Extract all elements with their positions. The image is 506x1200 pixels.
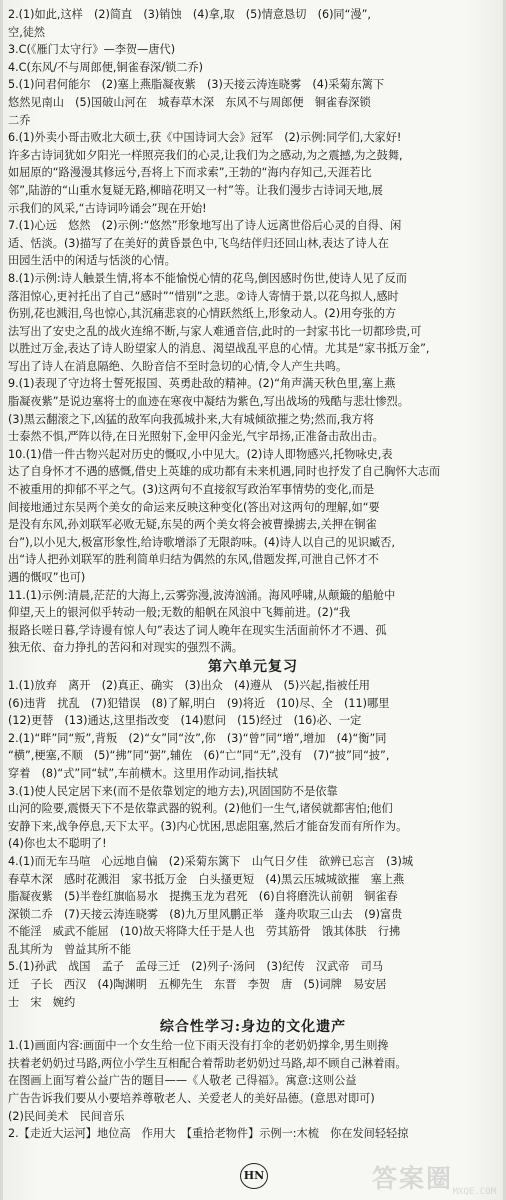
answer-line: 1.(1)画面内容:画面中一个女生给一位下雨天没有打伞的老奶奶撑伞,男生则搀 xyxy=(8,1039,389,1053)
watermark-url: MXQE.COM xyxy=(452,1187,496,1197)
answer-line: 悠然见南山 (5)国破山河在 城春草木深 东风不与周郎便 铜雀春深锁 xyxy=(8,95,371,109)
answer-line: 迁 子长 西汉 (4)陶渊明 五柳先生 东晋 李贺 唐 (5)词牌 易安居 xyxy=(8,978,387,992)
answer-line: 空,徒然 xyxy=(8,25,46,39)
answer-line: 台”),以小见大,极富形象性,给诗歌增添了无限韵味。(4)诗人以自己的见识臧否, xyxy=(8,535,396,549)
answer-line: 4.C(东风/不与周郎便,铜雀春深/锁二乔) xyxy=(8,60,203,74)
answer-line: 脂凝夜紫”是说边塞将士的血迹在寒夜中凝结为紫色,写出战场的残酷与悲壮惨烈。 xyxy=(8,395,409,409)
answer-line: 示我们的风采,“古诗词吟诵会”现在开始! xyxy=(8,201,207,215)
answers-section-poetry xyxy=(8,6,498,657)
answer-line: 5.(1)孙武 战国 孟子 孟母三迁 (2)列子·汤问 (3)纪传 汉武帝 司马 xyxy=(8,960,384,974)
answer-line: 春草木深 感时花溅泪 家书抵万金 白头搔更短 (4)黑云压城城欲摧 塞上燕 xyxy=(8,872,405,886)
hn-badge: HN xyxy=(240,1163,268,1189)
answer-line: 士 宋 婉约 xyxy=(8,995,76,1009)
answer-line: 7.(1)心远 悠然 (2)示例:“悠然”形象地写出了诗人远离世俗后心灵的自得、闲 xyxy=(8,219,402,233)
answer-line: 许多古诗词犹如夕阳光一样照亮我们的心灵,让我们为之感动,为之震撼,为之鼓舞, xyxy=(8,148,403,162)
answer-line: 邻”,陆游的“山重水复疑无路,柳暗花明又一村”等。让我们漫步古诗词天地,展 xyxy=(8,183,383,197)
answer-line: 落泪惊心,更衬托出了自己“感时”“惜别”之悲。②诗人寄情于景,以花鸟拟人,感时 xyxy=(8,289,399,303)
answer-line: 穿着 (8)“式”同“轼”,车前横木。这里用作动词,指扶轼 xyxy=(8,766,278,780)
answer-line: 10.(1)借一件古物兴起对历史的慨叹,小中见大。(2)诗人即物感兴,托物咏史,表 xyxy=(8,447,393,461)
answer-line: 6.(1)外卖小哥击败北大硕士,获《中国诗词大会》冠军 (2)示例:同学们,大家好! xyxy=(8,131,402,145)
unit-six-review-heading: 第六单元复习 xyxy=(208,658,298,675)
answer-line: 深锁二乔 (7)天接云涛连晓雾 (8)九万里风鹏正举 蓬舟吹取三山去 (9)富贵 xyxy=(8,907,403,921)
answer-line: 遇的慨叹”也可) xyxy=(8,571,86,584)
answer-line: 乱其所为 曾益其所不能 xyxy=(8,942,132,956)
answer-line: 写出了诗人在消息隔绝、久盼音信不至时急切的心情,令人产生共鸣。 xyxy=(8,359,348,373)
answer-line: 3.(1)使人民定居下来(而不是依靠划定的地方去),巩固国防不是依靠 xyxy=(8,784,338,798)
answer-line: 出“诗人把孙刘联军的胜利简单归结为偶然的东风,借题发挥,可泄自己怀才不 xyxy=(8,553,379,567)
answer-line: “横”,梗塞,不顺 (5)“拂”同“弼”,辅佐 (6)“亡”同“无”,没有 (7)“披”同“披”, xyxy=(8,749,390,763)
left-page-edge xyxy=(0,0,3,1200)
watermark-text: 答案圈 xyxy=(372,1164,454,1193)
answer-line: 报路长嗟日暮,学诗谩有惊人句”表达了词人晚年在现实生活面前怀才不遇、孤 xyxy=(8,623,387,637)
cultural-heritage-heading: 综合性学习:身边的文化遗产 xyxy=(159,1019,347,1036)
watermark-logo xyxy=(372,1159,502,1195)
answer-line: 安静下来,战争停息,天下太平。(3)内心忧困,思虑阻塞,然后才能奋发而有所作为。 xyxy=(8,819,408,833)
answer-line: 法写出了安史之乱的战火连绵不断,与家人难通音信,此时的一封家书比一切都珍贵,可 xyxy=(8,324,422,338)
answer-line: 3.C(《雁门太守行》—李贺—唐代) xyxy=(8,43,176,57)
answer-line: 如屈原的“路漫漫其修远兮,吾将上下而求索”,王勃的“海内存知己,天涯若比 xyxy=(8,166,372,180)
answer-line: (12)更替 (13)通达,这里指改变 (14)慰问 (15)经过 (16)必、一定 xyxy=(8,714,362,728)
answer-line: 5.(1)问君何能尔 (2)塞上燕脂凝夜紫 (3)天接云涛连晓雾 (4)采菊东篱下 xyxy=(8,78,385,92)
answer-line: 2.(1)“畔”同“叛”,背叛 (2)“女”同“汝”,你 (3)“曾”同“增”,增加 (4)“衡”同 xyxy=(8,731,387,745)
answer-line: (2)民间美术 民间音乐 xyxy=(8,1109,125,1123)
answer-line: 不能淫 威武不能屈 (10)故天将降大任于是人也 劳其筋骨 饿其体肤 行拂 xyxy=(8,925,401,939)
answer-line: 是没有东风,孙刘联军必败无疑,东吴的两个美女将会被曹操掳去,关押在铜雀 xyxy=(8,518,377,532)
answer-line: 达了自身怀才不遇的感慨,借史上英雄的成功都有未来机遇,同时也抒发了自己胸怀大志而 xyxy=(8,465,441,479)
answer-line: 4.(1)而无车马喧 心远地自偏 (2)采菊东篱下 山气日夕佳 欲辨已忘言 (3)城 xyxy=(8,854,414,868)
answer-line: 不被重用的抑郁不平之气。(3)这两句不直接叙写政治军事情势的变化,而是 xyxy=(8,483,375,497)
answer-line: 9.(1)表现了守边将士誓死报国、英勇赴敌的精神。(2)“角声满天秋色里,塞上燕 xyxy=(8,377,396,391)
answer-line: (6)违背 扰乱 (7)犯错误 (8)了解,明白 (9)将近 (10)尽、全 (11)哪里 xyxy=(8,696,390,710)
answer-line: 伤别,花也溅泪,鸟也惊心,其沉痛悲哀的心情跃然纸上,形象动人。(2)用夸张的方 xyxy=(8,307,397,321)
answer-line: 独无依、奋力挣扎的苦闷和对现实的强烈不满。 xyxy=(8,641,243,655)
answer-line: 士泰然不惧,严阵以待,在日光照射下,金甲闪金光,气宇昂扬,正准备击敌出击。 xyxy=(8,430,384,444)
answer-line: 2.【走近大运河】地位高 作用大 【重拾老物件】示例一:木梳 你在发间轻轻掠 xyxy=(8,1127,409,1141)
answer-line: 脂凝夜紫 (5)半卷红旗临易水 提携玉龙为君死 (6)自将磨洗认前朝 铜雀春 xyxy=(8,890,398,904)
answer-line: 11.(1)示例:清晨,茫茫的大海上,云雾弥漫,波涛汹涌。海风呼啸,从颠簸的船舱中 xyxy=(8,588,396,602)
answer-line: 8.(1)示例:诗人触景生情,将本不能愉悦心情的花鸟,倒因感时伤世,使诗人见了反而 xyxy=(8,271,407,285)
page-footer xyxy=(0,1163,506,1197)
answer-line: 间接地通过东吴两个美女的命运来反映这种变化(答出对这两句的理解,如“要 xyxy=(8,500,380,514)
answer-line: (3)黑云翻滚之下,凶猛的敌军向我孤城扑来,大有城倾欲摧之势;然而,我方将 xyxy=(8,412,374,426)
answer-line: 广告告诉我们要从小要培养尊敬老人、关爱老人的美好品德。(意思对即可) xyxy=(8,1092,375,1106)
answer-line: 适、恬淡。(3)描写了在美好的黄昏景色中,飞鸟结伴归还回山林,表达了诗人在 xyxy=(8,236,389,250)
answer-line: 山河的险要,震慑天下不是依靠武器的锐利。(2)他们一生气,诸侯就都害怕;他们 xyxy=(8,802,393,816)
answer-line: (4)你也太不聪明了! xyxy=(8,837,107,851)
answer-line: 以胜过万金,表达了诗人盼望家人的消息、渴望战乱平息的心情。尤其是“家书抵万金”, xyxy=(8,342,430,356)
answer-line: 扶着老奶奶过马路,两位小学生互相配合着帮助老奶奶过马路,却不顾自己淋着雨。 xyxy=(8,1056,407,1070)
answer-line: 2.(1)如此,这样 (2)简直 (3)销蚀 (4)拿,取 (5)情意恳切 (6)同“漫”, xyxy=(8,8,371,21)
answer-line: 1.(1)放弃 离开 (2)真正、确实 (3)出众 (4)遵从 (5)兴起,指被任用 xyxy=(8,678,370,692)
answers-section-cultural-heritage xyxy=(8,1037,498,1143)
answer-line: 田园生活中的闲适与恬淡的心情。 xyxy=(8,254,176,268)
answer-line: 在图画上面写着公益广告的题目——《人敬老 己得福》。寓意:这则公益 xyxy=(8,1074,357,1088)
answer-line: 仰望,天上的银河似乎转动一般;无数的船帆在风浪中飞舞前进。(2)“我 xyxy=(8,606,351,620)
answers-section-unit-six xyxy=(8,677,498,1011)
answer-line: 二乔 xyxy=(8,113,31,127)
